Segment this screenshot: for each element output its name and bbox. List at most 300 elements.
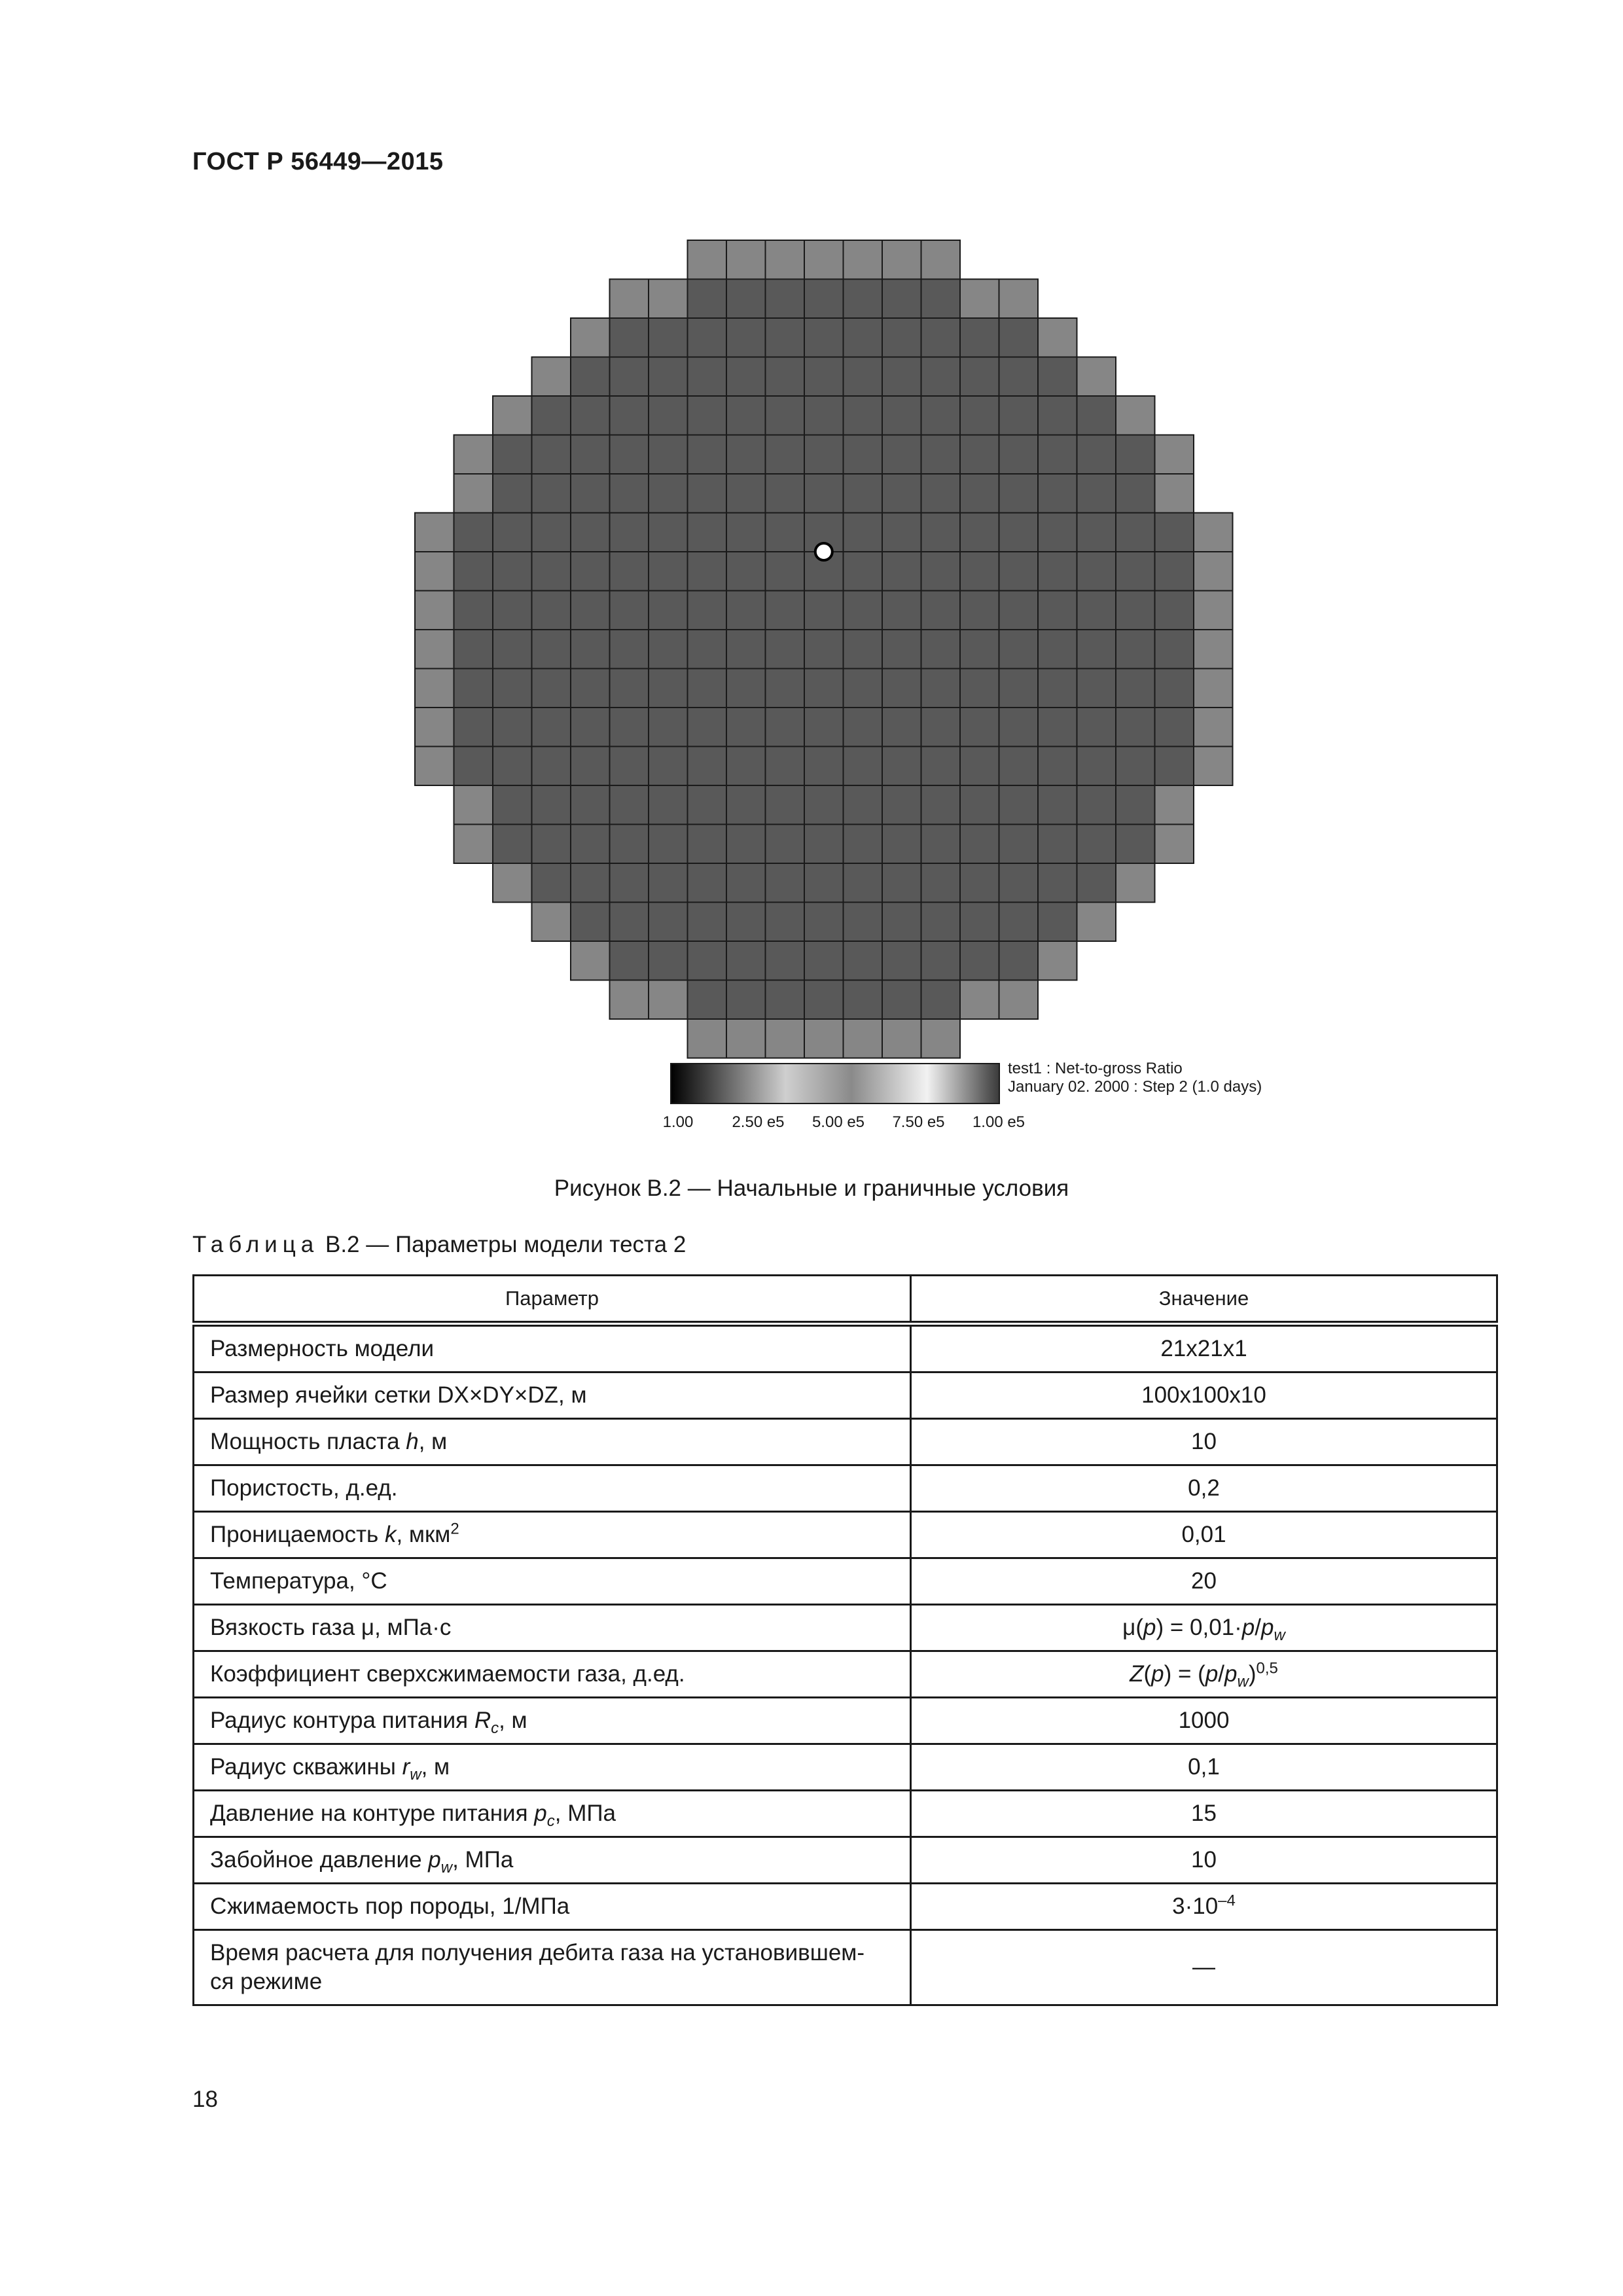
grid-cell bbox=[571, 669, 610, 708]
grid-cell bbox=[882, 435, 921, 475]
param-cell: Размер ячейки сетки DX×DY×DZ, м bbox=[194, 1372, 911, 1419]
grid-cell bbox=[766, 980, 805, 1020]
standard-header: ГОСТ Р 56449—2015 bbox=[192, 148, 444, 175]
grid-cell bbox=[766, 279, 805, 319]
grid-cell bbox=[844, 552, 883, 591]
legend-tick-labels bbox=[663, 1113, 1025, 1131]
grid-cells bbox=[415, 240, 1233, 1058]
grid-cell bbox=[1077, 825, 1116, 864]
value-cell: 15 bbox=[911, 1791, 1497, 1837]
grid-cell bbox=[454, 513, 493, 552]
grid-cell bbox=[726, 357, 766, 397]
grid-cell bbox=[1038, 747, 1077, 786]
grid-cell bbox=[766, 552, 805, 591]
grid-cell bbox=[960, 785, 999, 825]
grid-cell bbox=[921, 279, 961, 319]
grid-cell-boundary bbox=[415, 747, 454, 786]
grid-cell bbox=[1038, 435, 1077, 475]
grid-cell bbox=[726, 980, 766, 1020]
param-unit: , МПа bbox=[452, 1847, 514, 1873]
grid-cell bbox=[960, 863, 999, 903]
grid-cell bbox=[571, 785, 610, 825]
grid-cell bbox=[688, 357, 727, 397]
grid-cell-boundary bbox=[649, 279, 688, 319]
param-unit: , мкм bbox=[396, 1522, 451, 1547]
value-text: ) = 0,01· bbox=[1156, 1615, 1242, 1640]
grid-cell bbox=[1077, 474, 1116, 513]
grid-cell bbox=[610, 630, 649, 669]
grid-cell bbox=[726, 825, 766, 864]
grid-cell bbox=[1038, 396, 1077, 435]
grid-cell bbox=[999, 785, 1039, 825]
grid-cell bbox=[726, 669, 766, 708]
parameters-table bbox=[192, 1274, 1498, 2006]
grid-cell bbox=[454, 552, 493, 591]
param-text: Проницаемость bbox=[210, 1522, 385, 1547]
grid-cell bbox=[882, 552, 921, 591]
grid-cell bbox=[960, 318, 999, 357]
param-subscript: w bbox=[410, 1766, 421, 1784]
grid-cell bbox=[649, 357, 688, 397]
grid-cell bbox=[999, 318, 1039, 357]
grid-cell-boundary bbox=[415, 552, 454, 591]
param-cell: Сжимаемость пор породы, 1/МПа bbox=[194, 1884, 911, 1930]
grid-cell bbox=[882, 630, 921, 669]
grid-cell-boundary bbox=[999, 980, 1039, 1020]
grid-cell-boundary bbox=[804, 240, 844, 279]
grid-cell bbox=[921, 747, 961, 786]
grid-cell bbox=[766, 630, 805, 669]
grid-cell bbox=[726, 785, 766, 825]
grid-cell bbox=[804, 474, 844, 513]
grid-cell bbox=[726, 552, 766, 591]
grid-cell bbox=[844, 825, 883, 864]
grid-cell-boundary bbox=[454, 435, 493, 475]
grid-cell-boundary bbox=[688, 240, 727, 279]
grid-cell bbox=[571, 630, 610, 669]
grid-cell bbox=[726, 747, 766, 786]
grid-cell bbox=[610, 747, 649, 786]
grid-cell-boundary bbox=[415, 669, 454, 708]
grid-cell bbox=[921, 980, 961, 1020]
grid-cell bbox=[1116, 785, 1155, 825]
grid-cell-boundary bbox=[1116, 863, 1155, 903]
grid-cell bbox=[532, 396, 571, 435]
param-symbol: k bbox=[384, 1522, 397, 1547]
param-cell: Температура, °С bbox=[194, 1558, 911, 1605]
grid-cell bbox=[649, 630, 688, 669]
grid-cell-boundary bbox=[1194, 747, 1233, 786]
value-symbol: Z bbox=[1130, 1661, 1144, 1687]
grid-cell bbox=[921, 785, 961, 825]
param-subscript: c bbox=[546, 1812, 555, 1830]
grid-cell bbox=[844, 980, 883, 1020]
grid-cell bbox=[960, 708, 999, 747]
param-unit: , м bbox=[499, 1708, 527, 1733]
grid-cell bbox=[571, 513, 610, 552]
grid-cell bbox=[804, 669, 844, 708]
value-cell: 21x21x1 bbox=[911, 1324, 1497, 1372]
grid-cell bbox=[1038, 669, 1077, 708]
grid-cell bbox=[726, 513, 766, 552]
value-cell bbox=[911, 1651, 1497, 1698]
grid-cell bbox=[882, 513, 921, 552]
param-cell bbox=[194, 1744, 911, 1791]
table-row bbox=[194, 1324, 1497, 1372]
grid-cell-boundary bbox=[766, 240, 805, 279]
value-symbol: p bbox=[1241, 1615, 1255, 1640]
header-param: Параметр bbox=[194, 1276, 911, 1324]
grid-cell-boundary bbox=[1155, 435, 1194, 475]
grid-cell-boundary bbox=[532, 903, 571, 942]
grid-cell-boundary bbox=[1155, 825, 1194, 864]
grid-cell-boundary bbox=[415, 708, 454, 747]
grid-cell bbox=[960, 591, 999, 630]
grid-cell bbox=[882, 279, 921, 319]
table-row bbox=[194, 1465, 1497, 1512]
grid-cell bbox=[882, 474, 921, 513]
table-row bbox=[194, 1558, 1497, 1605]
grid-cell-boundary bbox=[493, 863, 532, 903]
grid-cell bbox=[960, 825, 999, 864]
grid-cell-boundary bbox=[532, 357, 571, 397]
grid-cell bbox=[726, 903, 766, 942]
param-symbol: R bbox=[474, 1708, 491, 1733]
grid-cell bbox=[571, 747, 610, 786]
grid-cell bbox=[726, 591, 766, 630]
grid-cell bbox=[688, 669, 727, 708]
param-symbol: p bbox=[428, 1847, 441, 1873]
grid-cell bbox=[804, 318, 844, 357]
grid-cell bbox=[649, 552, 688, 591]
grid-cell bbox=[960, 552, 999, 591]
table-row bbox=[194, 1791, 1497, 1837]
param-unit: , МПа bbox=[554, 1801, 616, 1826]
value-symbol: p bbox=[1151, 1661, 1164, 1687]
grid-cell bbox=[493, 825, 532, 864]
grid-cell-boundary bbox=[1155, 474, 1194, 513]
value-text: / bbox=[1218, 1661, 1225, 1687]
grid-cell bbox=[921, 318, 961, 357]
grid-cell bbox=[571, 435, 610, 475]
grid-cell bbox=[610, 785, 649, 825]
grid-cell bbox=[882, 591, 921, 630]
value-superscript: –4 bbox=[1218, 1892, 1236, 1910]
grid-cell bbox=[804, 785, 844, 825]
grid-cell bbox=[1077, 708, 1116, 747]
grid-cell bbox=[493, 785, 532, 825]
grid-cell bbox=[454, 669, 493, 708]
grid-cell bbox=[766, 708, 805, 747]
grid-cell bbox=[804, 747, 844, 786]
grid-cell bbox=[1155, 708, 1194, 747]
grid-cell bbox=[766, 747, 805, 786]
grid-cell-boundary bbox=[766, 1019, 805, 1058]
grid-cell bbox=[493, 474, 532, 513]
value-superscript: 0,5 bbox=[1256, 1659, 1278, 1677]
grid-cell bbox=[844, 513, 883, 552]
grid-cell bbox=[999, 474, 1039, 513]
grid-cell bbox=[960, 669, 999, 708]
legend-tick-label: 1.00 e5 bbox=[972, 1113, 1026, 1131]
grid-cell-boundary bbox=[454, 474, 493, 513]
grid-cell bbox=[804, 941, 844, 980]
grid-cell bbox=[1077, 747, 1116, 786]
grid-cell bbox=[649, 785, 688, 825]
grid-cell bbox=[844, 863, 883, 903]
grid-cell-boundary bbox=[1194, 591, 1233, 630]
grid-cell bbox=[844, 396, 883, 435]
grid-cell bbox=[688, 279, 727, 319]
grid-cell bbox=[766, 474, 805, 513]
grid-cell bbox=[571, 903, 610, 942]
grid-cell bbox=[921, 357, 961, 397]
grid-cell bbox=[688, 474, 727, 513]
grid-cell bbox=[1038, 591, 1077, 630]
grid-cell bbox=[804, 396, 844, 435]
grid-cell bbox=[493, 630, 532, 669]
grid-cell bbox=[804, 357, 844, 397]
grid-cell bbox=[844, 785, 883, 825]
value-symbol: p bbox=[1205, 1661, 1219, 1687]
param-cell: Коэффициент сверхсжимаемости газа, д.ед. bbox=[194, 1651, 911, 1698]
grid-cell bbox=[766, 396, 805, 435]
table-row bbox=[194, 1930, 1497, 2005]
grid-cell bbox=[726, 474, 766, 513]
grid-cell bbox=[766, 903, 805, 942]
grid-cell bbox=[610, 863, 649, 903]
grid-cell-boundary bbox=[415, 591, 454, 630]
grid-cell bbox=[726, 630, 766, 669]
param-cell bbox=[194, 1837, 911, 1884]
grid-cell bbox=[882, 357, 921, 397]
grid-cell bbox=[688, 747, 727, 786]
param-text: Давление на контуре питания bbox=[210, 1801, 535, 1826]
grid-cell bbox=[610, 357, 649, 397]
grid-cell bbox=[844, 708, 883, 747]
grid-cell bbox=[844, 435, 883, 475]
grid-cell bbox=[493, 435, 532, 475]
grid-cell bbox=[1155, 630, 1194, 669]
param-subscript: c bbox=[491, 1719, 499, 1737]
grid-cell bbox=[1077, 552, 1116, 591]
value-cell: 20 bbox=[911, 1558, 1497, 1605]
legend-title-line2: January 02. 2000 : Step 2 (1.0 days) bbox=[1008, 1078, 1262, 1096]
value-symbol: p bbox=[1224, 1661, 1238, 1687]
grid-cell bbox=[999, 747, 1039, 786]
grid-cell bbox=[804, 591, 844, 630]
grid-cell bbox=[882, 318, 921, 357]
grid-cell bbox=[960, 630, 999, 669]
grid-cell bbox=[571, 474, 610, 513]
grid-cell bbox=[766, 863, 805, 903]
grid-cell bbox=[766, 435, 805, 475]
grid-cell bbox=[493, 591, 532, 630]
value-text: μ( bbox=[1122, 1615, 1143, 1640]
param-text: Забойное давление bbox=[210, 1847, 429, 1873]
param-superscript: 2 bbox=[450, 1520, 459, 1538]
grid-cell bbox=[766, 825, 805, 864]
value-cell bbox=[911, 1605, 1497, 1651]
grid-cell bbox=[766, 785, 805, 825]
grid-cell bbox=[921, 630, 961, 669]
param-symbol: h bbox=[406, 1429, 419, 1454]
grid-cell bbox=[610, 708, 649, 747]
param-cell: Вязкость газа μ, мПа·с bbox=[194, 1605, 911, 1651]
param-unit: , м bbox=[418, 1429, 448, 1454]
grid-cell-boundary bbox=[1038, 318, 1077, 357]
grid-cell bbox=[649, 708, 688, 747]
grid-cell bbox=[1038, 903, 1077, 942]
value-text: 3·10 bbox=[1172, 1893, 1219, 1919]
grid-cell bbox=[804, 903, 844, 942]
grid-cell bbox=[649, 863, 688, 903]
grid-cell bbox=[688, 708, 727, 747]
grid-cell bbox=[882, 863, 921, 903]
param-subscript: w bbox=[440, 1859, 453, 1876]
table-header-row bbox=[194, 1276, 1497, 1324]
grid-cell bbox=[571, 825, 610, 864]
grid-cell bbox=[726, 435, 766, 475]
grid-cell bbox=[610, 941, 649, 980]
grid-cell bbox=[921, 474, 961, 513]
grid-cell bbox=[688, 903, 727, 942]
param-cell bbox=[194, 1512, 911, 1558]
param-line-2: ся режиме bbox=[210, 1969, 323, 1994]
grid-cell bbox=[844, 747, 883, 786]
value-text: ) bbox=[1248, 1661, 1257, 1687]
grid-cell bbox=[882, 708, 921, 747]
table-row bbox=[194, 1698, 1497, 1744]
grid-cell bbox=[726, 396, 766, 435]
grid-cell bbox=[844, 318, 883, 357]
grid-cell bbox=[454, 630, 493, 669]
grid-cell bbox=[844, 941, 883, 980]
grid-cell bbox=[960, 747, 999, 786]
grid-cell-boundary bbox=[921, 1019, 961, 1058]
grid-cell bbox=[804, 435, 844, 475]
grid-cell-boundary bbox=[454, 785, 493, 825]
grid-cell bbox=[1038, 863, 1077, 903]
param-text: Радиус контура питания bbox=[210, 1708, 474, 1733]
grid-cell bbox=[571, 396, 610, 435]
grid-cell bbox=[999, 669, 1039, 708]
grid-cell bbox=[610, 435, 649, 475]
grid-cell bbox=[921, 591, 961, 630]
grid-cell bbox=[610, 591, 649, 630]
grid-cell bbox=[493, 747, 532, 786]
grid-cell-boundary bbox=[999, 279, 1039, 319]
grid-cell bbox=[1155, 747, 1194, 786]
grid-cell bbox=[1077, 863, 1116, 903]
value-cell: 10 bbox=[911, 1837, 1497, 1884]
grid-cell bbox=[454, 747, 493, 786]
legend-tick-label: 2.50 e5 bbox=[732, 1113, 785, 1131]
grid-cell bbox=[610, 825, 649, 864]
grid-cell bbox=[1077, 669, 1116, 708]
param-cell bbox=[194, 1698, 911, 1744]
grid-cell bbox=[1155, 552, 1194, 591]
grid-cell bbox=[1116, 474, 1155, 513]
grid-cell bbox=[688, 863, 727, 903]
grid-cell bbox=[493, 669, 532, 708]
grid-cell bbox=[999, 630, 1039, 669]
grid-cell bbox=[688, 552, 727, 591]
grid-cell bbox=[844, 279, 883, 319]
grid-cell bbox=[766, 513, 805, 552]
grid-cell bbox=[999, 903, 1039, 942]
table-row bbox=[194, 1512, 1497, 1558]
grid-cell bbox=[1116, 825, 1155, 864]
grid-cell bbox=[804, 825, 844, 864]
grid-cell bbox=[649, 474, 688, 513]
grid-cell bbox=[688, 785, 727, 825]
table-row bbox=[194, 1372, 1497, 1419]
grid-cell bbox=[844, 357, 883, 397]
grid-cell bbox=[571, 357, 610, 397]
grid-cell bbox=[882, 825, 921, 864]
grid-cell bbox=[649, 318, 688, 357]
param-text: Мощность пласта bbox=[210, 1429, 406, 1454]
grid-cell bbox=[726, 279, 766, 319]
grid-cell bbox=[1116, 591, 1155, 630]
grid-cell bbox=[999, 396, 1039, 435]
value-text: ( bbox=[1143, 1661, 1152, 1687]
grid-cell bbox=[610, 513, 649, 552]
value-cell: 1000 bbox=[911, 1698, 1497, 1744]
grid-cell bbox=[688, 630, 727, 669]
grid-cell bbox=[804, 630, 844, 669]
grid-cell bbox=[1155, 591, 1194, 630]
grid-cell bbox=[999, 435, 1039, 475]
param-unit: , м bbox=[421, 1754, 450, 1780]
value-cell: 0,01 bbox=[911, 1512, 1497, 1558]
grid-cell bbox=[571, 708, 610, 747]
grid-cell-boundary bbox=[726, 1019, 766, 1058]
grid-cell bbox=[1038, 357, 1077, 397]
grid-cell-boundary bbox=[804, 1019, 844, 1058]
grid-cell-boundary bbox=[649, 980, 688, 1020]
grid-cell bbox=[532, 630, 571, 669]
grid-cell bbox=[999, 357, 1039, 397]
grid-cell bbox=[493, 513, 532, 552]
grid-cell bbox=[649, 825, 688, 864]
grid-cell bbox=[1116, 747, 1155, 786]
value-symbol: p bbox=[1261, 1615, 1274, 1640]
table-title-text: В.2 — Параметры модели теста 2 bbox=[325, 1232, 687, 1257]
grid-cell-boundary bbox=[415, 630, 454, 669]
grid-cell bbox=[649, 903, 688, 942]
grid-cell bbox=[1077, 785, 1116, 825]
grid-cell-boundary bbox=[882, 1019, 921, 1058]
grid-cell bbox=[532, 825, 571, 864]
grid-cell bbox=[688, 941, 727, 980]
grid-cell-boundary bbox=[1194, 630, 1233, 669]
grid-cell bbox=[1116, 630, 1155, 669]
table-row bbox=[194, 1744, 1497, 1791]
grid-cell bbox=[921, 552, 961, 591]
grid-cell bbox=[844, 669, 883, 708]
value-cell: 100x100x10 bbox=[911, 1372, 1497, 1419]
grid-cell bbox=[610, 552, 649, 591]
grid-cell bbox=[921, 941, 961, 980]
grid-cell bbox=[999, 591, 1039, 630]
legend-title-line1: test1 : Net-to-gross Ratio bbox=[1008, 1060, 1183, 1077]
value-cell: — bbox=[911, 1930, 1497, 2005]
grid-cell bbox=[921, 863, 961, 903]
grid-cell-boundary bbox=[882, 240, 921, 279]
grid-cell bbox=[844, 630, 883, 669]
